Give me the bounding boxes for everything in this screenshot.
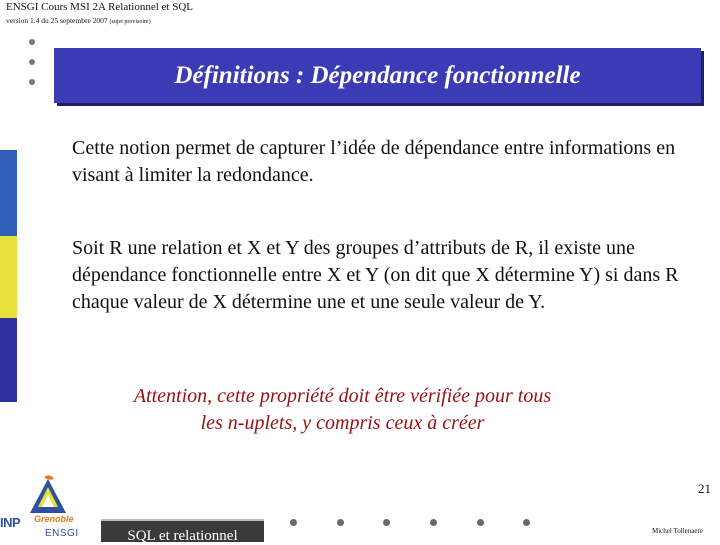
footer-author: Michel Tollenaere	[652, 527, 703, 535]
logo-grenoble-text: Grenoble	[34, 514, 74, 524]
bullet-dot-icon	[430, 519, 437, 526]
decorative-dots-top	[29, 39, 37, 99]
page-number: 21	[698, 481, 711, 496]
bullet-dot-icon	[383, 519, 390, 526]
warning-line-2: les n-uplets, y compris ceux à créer	[200, 412, 485, 434]
bullet-dot-icon	[477, 519, 484, 526]
footer-tab-label: SQL et relationnel	[127, 528, 238, 544]
bullet-dot-icon	[29, 59, 35, 65]
side-stripe-blue	[0, 150, 17, 236]
header-course-title: ENSGI Cours MSI 2A Relationnel et SQL	[6, 1, 193, 13]
header-version-text: version 1.4 du 25 septembre 2007	[6, 16, 108, 25]
paragraph-definition: Cette notion permet de capturer l’idée de dépendance entre informations en visant à limiter la redondance.	[72, 137, 676, 186]
bullet-dot-icon	[29, 39, 35, 45]
logo-inp-text: INP	[0, 515, 21, 530]
side-stripe-yellow	[0, 236, 17, 318]
warning-note	[60, 383, 625, 437]
slide-title-bar	[54, 48, 701, 103]
header-version	[6, 16, 151, 27]
logo-ensgi-text: ENSGI	[45, 528, 79, 539]
bullet-dot-icon	[523, 519, 530, 526]
footer-section-tab	[101, 519, 264, 542]
bullet-dot-icon	[337, 519, 344, 526]
warning-line-1: Attention, cette propriété doit être vérifiée pour tous	[133, 385, 552, 407]
bullet-dot-icon	[29, 79, 35, 85]
side-stripe-dark-blue	[0, 318, 17, 402]
bullet-dot-icon	[290, 519, 297, 526]
paragraph-formal-definition: Soit R une relation et X et Y des groupes d’attributs de R, il existe une dépendance fonctionnelle entre X et Y (on dit que X détermine Y) si dans R chaque valeur de X détermine une et une seule valeur de Y.	[72, 237, 679, 313]
slide-title: Définitions : Dépendance fonctionnelle	[174, 61, 581, 89]
header-version-note: (sujet provisoire)	[109, 19, 151, 25]
